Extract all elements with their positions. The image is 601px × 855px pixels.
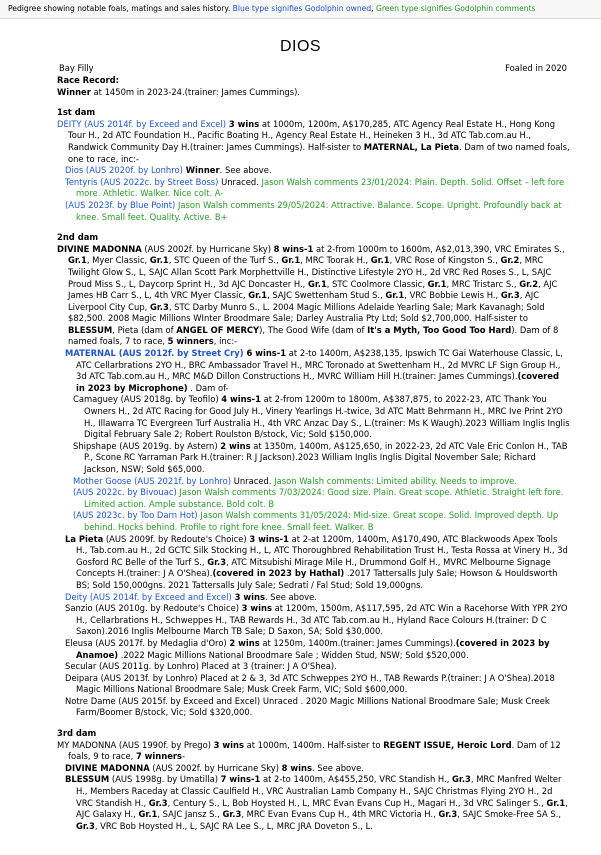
- legend-godolphin-comments: Green type signifies Godolphin comments: [375, 4, 536, 13]
- entry-deipara: Deipara (AUS 2013f. by Lonhro) Placed at 2 & 3, 3d ATC Schweppes 2YO H., TAB Rewards P.(trainer: J A O'Shea).2018 Magic Millions National Broodmare Sale; Musk Creek Farm, VIC; Sold $600,000.: [65, 672, 555, 695]
- entry-blessum: BLESSUM (AUS 1998g. by Umatilla) 7 wins-1 at 2-to 1400m, A$455,250, VRC Standish H., Gr.3, MRC Manfred Welter H., Members Raceday at Classic Caulfield H., VRC Australian Lamb Company H., SAJC Christmas Flying 2YO H., 2d VRC Standish H., Gr.3, Century S., L, Bob Hoysted H., L, MRC Evan Evans Cup H., Magari H., 3d VRC Salinger S., Gr.1, AJC Galaxy H., Gr.1, SAJC Jansz S., Gr.3, MRC Evan Evans Cup H., 4th MRC Victoria H., Gr.3, SAJC Smoke-Free SA S., Gr.3, VRC Bob Hoysted H., L, SAJC RA Lee S., L, MRC JRA Doveton S., L.: [65, 774, 568, 831]
- legend-description: Pedigree showing notable foals, matings and sales history.: [8, 4, 233, 13]
- entry-divine-madonna: DIVINE MADONNA (AUS 2002f. by Hurricane Sky) 8 wins-1 at 2-from 1000m to 1600m, A$2,013,390, VRC Emirates S., Gr.1, Myer Classic, Gr.1, STC Queen of the Turf S., Gr.1, MRC Toorak H., Gr.1, VRC Rose of Kingston S., Gr.2, MRC Twilight Glow S., L, SAJC Allan Scott Park Morphettville H., Distinctive Lifestyle 2YO H., 2d VRC Red Roses S., L, SAJC Proud Miss S., L, Daycorp Sprint H., 3d AJC Doncaster H., Gr.1, STC Coolmore Classic, Gr.1, MRC Tristarc S., Gr.2, AJC James HB Carr S., L, 4th VRC Myer Classic, Gr.1, SAJC Swettenham Stud S., Gr.1, VRC Bobbie Lewis H., Gr.3, AJC Liverpool City Cup, Gr.3, STC Darby Munro S., L. 2004 Magic Millions Adelaide Yearling Sale; Mark Kavanagh; Sold $82,500. 2008 Magic Millions WInter Broodmare Sale; Darley Australia Pty Ltd; Sold $2,700,000. Half-sister to BLESSUM, Pieta (dam of ANGEL OF MERCY), The Good Wife (dam of It's a Myth, Too Good Too Hard). Dam of 8 named foals, 7 to race, 5 winners, inc:-: [57, 243, 565, 347]
- legend-godolphin-owned: Blue type signifies Godolphin owned: [232, 4, 372, 13]
- legend-text: [8, 3, 536, 14]
- pedigree-content: [57, 75, 570, 832]
- entry-mother-goose: Mother Goose (AUS 2021f. by Lonhro) Unraced. Jason Walsh comments: Limited ability. Needs to improve.: [73, 475, 517, 486]
- entry-my-madonna: MY MADONNA (AUS 1990f. by Prego) 3 wins at 1000m, 1400m. Half-sister to REGENT ISSUE, Heroic Lord. Dam of 12 foals, 9 to race, 7 winners-: [57, 739, 561, 762]
- entry-blue-point-filly: (AUS 2023f. by Blue Point) Jason Walsh comments 29/05/2024: Attractive. Balance. Scope. Upright. Profoundly back at knee. Small feet. Quality. Active. B+: [65, 199, 562, 222]
- first-dam-heading: 1st dam: [57, 107, 96, 118]
- entry-notre-dame: Notre Dame (AUS 2015f. by Exceed and Excel) Unraced . 2020 Magic Millions National Broodmare Sale; Musk Creek Farm/Boomer B/stock, Vic; Sold $320,000.: [65, 695, 550, 718]
- entry-eleusa: Eleusa (AUS 2017f. by Medaglia d'Oro) 2 wins at 1250m, 1400m.(trainer: James Cummings).(covered in 2023 by Anamoe) .2022 Magic Millions National Broodmare Sale ; Widden Stud, NSW; Sold $520,000.: [65, 637, 550, 660]
- entry-shipshape: Shipshape (AUS 2019g. by Astern) 2 wins at 1350m, 1400m, A$125,650, in 2022-23, 2d ATC Vale Eric Conlon H., TAB P., Scone RC Yarraman Park H.(trainer: R J Jackson).2023 William Inglis Inglis Digital November Sale; Richard Jackson, NSW; Sold $65,000.: [73, 440, 568, 474]
- entry-tentyris: Tentyris (AUS 2022c. by Street Boss) Unraced. Jason Walsh comments 23/01/2024: Plain. Depth. Solid. Offset – left fore more. Athletic. Walker. Nice colt. A-: [65, 176, 565, 199]
- entry-too-darn-hot-colt: (AUS 2023c. by Too Darn Hot) Jason Walsh comments 31/05/2024: Mid-size. Great scope. Solid. Improved depth. Up behind. Hocks behind. Profile to right fore knee. Small feet. Walker. B: [73, 510, 559, 532]
- second-dam-heading: 2nd dam: [57, 232, 99, 243]
- third-dam-heading: 3rd dam: [57, 728, 97, 739]
- foaled-year: Foaled in 2020: [505, 63, 567, 73]
- entry-bivouac-colt: (AUS 2022c. by Bivouac) Jason Walsh comments 7/03/2024: Good size. Plain. Great scope. Athletic. Straight left fore. Limited action. Ample substance. Bold colt. B: [73, 487, 564, 509]
- entry-maternal: MATERNAL (AUS 2012f. by Street Cry) 6 wins-1 at 2-to 1400m, A$238,135, Ipswich TC Gai Waterhouse Classic, L, ATC Cellarbrations 2YO H., BRC Ambassador Travel H., MRC Toronado at Swettenham H., 2d MVRC LF Sign Group H., 3d ATC Tab.com.au H., MRC M&D Dillon Constructions H., MVRC William Hill H.(trainer: James Cummings).(covered in 2023 by Microphone) . Dam of-: [65, 348, 563, 393]
- legend-banner: [0, 0, 601, 19]
- entry-sanzio: Sanzio (AUS 2010g. by Redoute's Choice) 3 wins at 1200m, 1500m, A$117,595, 2d ATC Win a Racehorse With YPR 2YO H., Cellarbrations H., Schweppes H., TAB Rewards H., 3d ATC Tab.com.au H., Hyland Race Colours H.(trainer: D C Saxon).2016 Inglis Melbourne March TB Sale; D Saxon, SA; Sold $30,000.: [65, 603, 568, 637]
- entry-secular: Secular (AUS 2011g. by Lonhro) Placed at 3 (trainer: J A O'Shea).: [65, 661, 337, 672]
- race-record-heading: Race Record:: [57, 75, 119, 85]
- entry-deity-repeat: Deity (AUS 2014f. by Exceed and Excel) 3 wins. See above.: [65, 591, 317, 602]
- entry-la-pieta: La Pieta (AUS 2009f. by Redoute's Choice) 3 wins-1 at 2-at 1200m, 1400m, A$170,490, ATC Blackwoods Apex Tools H., Tab.com.au H., 2d GCTC Silk Stocking H., L, ATC Thoroughbred Rehabilitation Trust H., Testa Rossa at Vinery H., 3d Gosford RC Belle of the Turf S., Gr.3, ATC Mitsubishi Mirage Mile H., Drummond Golf H., MVRC Melbourne Signage Concepts H.(trainer: J A O'Shea).(covered in 2023 by Hathal) .2017 Tattersalls July Sale; Howson & Houldsworth BS; Sold 150,000gns. 2021 Tattersalls July Sale; Sedrati / Fal Stud; Sold 19,000gns.: [65, 533, 568, 590]
- entry-divine-madonna-repeat: DIVINE MADONNA (AUS 2002f. by Hurricane Sky) 8 wins. See above.: [65, 762, 364, 773]
- race-record-text: Winner at 1450m in 2023-24.(trainer: James Cummings).: [57, 86, 301, 97]
- entry-deity: DEITY (AUS 2014f. by Exceed and Excel) 3 wins at 1000m, 1200m, A$170,285, ATC Agency Real Estate H., Hong Kong Tour H., 2d ATC Foundation H., Pacific Boating H., Agency Real Estate H., Heineken 3 H., 3d ATC Tab.com.au H., Randwick Community Day H.(trainer: James Cummings). Half-sister to MATERNAL, La Pieta. Dam of two named foals, one to race, inc:-: [57, 118, 570, 164]
- entry-dios: Dios (AUS 2020f. by Lonhro) Winner. See above.: [65, 165, 272, 176]
- entry-camaguey: Camaguey (AUS 2018g. by Teofilo) 4 wins-1 at 2-from 1200m to 1800m, A$387,875, to 2022-23, ATC Thank You Owners H., 2d ATC Racing for Good July H., Vinery Yearlings H.-twice, 3d ATC Matt Behrmann H., MRC Ive Print 2YO H., Illawarra TC Evergreen Turf Australia H., 4th VRC Anzac Day S., L.(trainer: Ms K Waugh).2023 William Inglis Inglis Digital February Sale 2; Robert Roulston B/stock, Vic; Sold $150,000.: [73, 394, 570, 440]
- legend-separator: ,: [371, 4, 376, 13]
- horse-name-title: DIOS: [279, 38, 322, 55]
- horse-sex: Bay Filly: [59, 63, 94, 73]
